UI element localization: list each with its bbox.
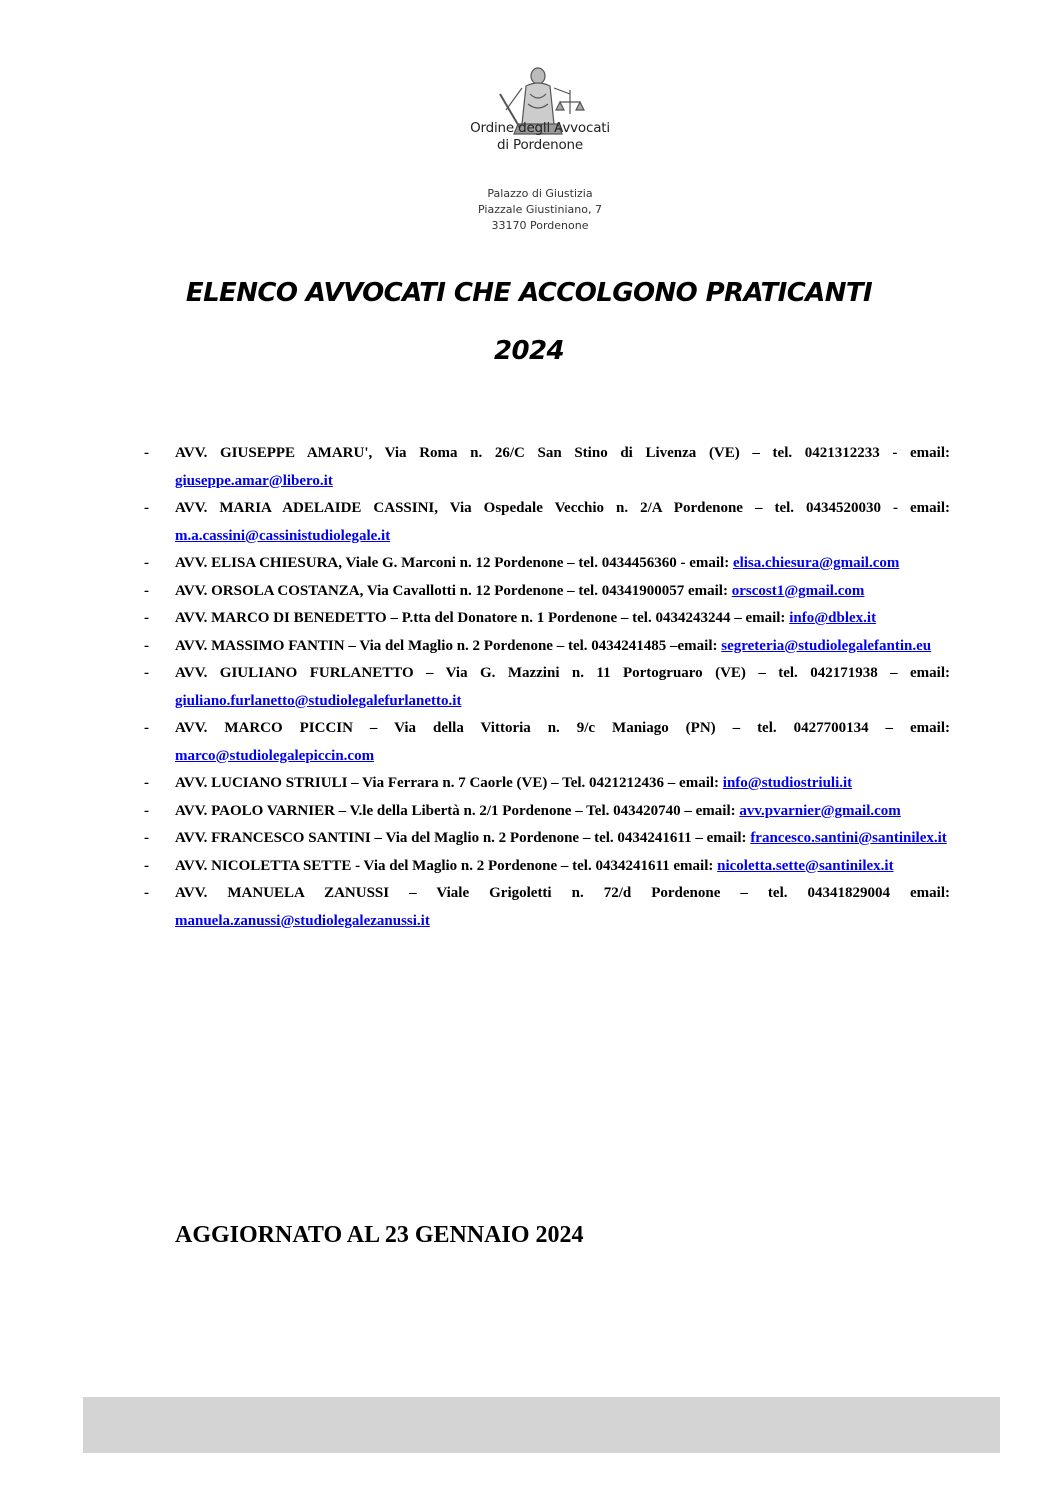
lawyer-details: AVV. NICOLETTA SETTE - Via del Maglio n. 2 Pordenone – tel. 0434241611 email: [175, 857, 718, 874]
lawyer-details: AVV. LUCIANO STRIULI – Via Ferrara n. 7 Caorle (VE) – Tel. 0421212436 – email: [175, 775, 723, 791]
address-line3: 33170 Pordenone [491, 219, 589, 232]
lawyer-entry [144, 798, 950, 826]
bullet-dash: - [144, 665, 149, 681]
footer-bar [83, 1397, 1000, 1453]
lawyer-entry [144, 605, 950, 633]
bullet-dash: - [144, 857, 149, 874]
bullet-dash: - [144, 445, 149, 461]
bullet-dash: - [144, 885, 149, 901]
address-line1: Palazzo di Giustizia [487, 187, 593, 200]
bar-association-name-line1: Ordine degli Avvocati [470, 120, 610, 136]
email-link[interactable]: manuela.zanussi@studiolegalezanussi.it [175, 912, 430, 929]
email-link[interactable]: giuliano.furlanetto@studiolegalefurlanetto.it [175, 692, 462, 709]
lawyer-entry [144, 440, 950, 495]
lawyer-details: AVV. ORSOLA COSTANZA, Via Cavallotti n. 12 Pordenone – tel. 04341900057 email: [175, 582, 732, 599]
lawyer-entry [144, 880, 950, 935]
lawyer-entry [144, 660, 950, 715]
bullet-dash: - [144, 582, 149, 599]
lawyer-entry [144, 550, 950, 578]
email-link[interactable]: info@dblex.it [789, 610, 877, 626]
bullet-dash: - [144, 720, 149, 736]
bullet-dash: - [144, 775, 149, 791]
lawyer-entry [144, 770, 950, 798]
lawyer-entry [144, 853, 950, 881]
document-title: ELENCO AVVOCATI CHE ACCOLGONO PRATICANTI [185, 278, 873, 308]
lawyer-details: AVV. MASSIMO FANTIN – Via del Maglio n. 2 Pordenone – tel. 0434241485 –email: [175, 637, 722, 654]
lawyer-details: AVV. MARIA ADELAIDE CASSINI, Via Ospedale Vecchio n. 2/A Pordenone – tel. 0434520030 - email: [175, 500, 950, 516]
lawyer-entry [144, 495, 950, 550]
lawyer-details: AVV. PAOLO VARNIER – V.le della Libertà n. 2/1 Pordenone – Tel. 043420740 – email: [175, 802, 740, 819]
bullet-dash: - [144, 637, 149, 654]
letterhead-address [440, 186, 640, 234]
bar-association-name-line2: di Pordenone [497, 137, 583, 153]
bullet-dash: - [144, 555, 149, 571]
lawyer-details: AVV. MANUELA ZANUSSI – Viale Grigoletti n. 72/d Pordenone – tel. 04341829004 email: [175, 885, 950, 901]
email-link[interactable]: segreteria@studiolegalefantin.eu [721, 637, 932, 654]
bar-association-name [448, 120, 632, 154]
email-link[interactable]: marco@studiolegalepiccin.com [175, 747, 375, 764]
email-link[interactable]: orscost1@gmail.com [731, 582, 865, 599]
lawyer-entry [144, 633, 950, 661]
document-year: 2024 [494, 336, 564, 366]
bullet-dash: - [144, 802, 149, 819]
bullet-dash: - [144, 610, 149, 626]
lawyer-entry [144, 825, 950, 853]
updated-date: AGGIORNATO AL 23 GENNAIO 2024 [175, 1222, 584, 1248]
bullet-dash: - [144, 830, 149, 846]
address-line2: Piazzale Giustiniano, 7 [478, 203, 602, 216]
email-link[interactable]: nicoletta.sette@santinilex.it [717, 857, 894, 874]
email-link[interactable]: info@studiostriuli.it [722, 775, 853, 791]
email-link[interactable]: avv.pvarnier@gmail.com [739, 802, 901, 819]
lawyer-list [144, 440, 950, 935]
lawyer-details: AVV. MARCO DI BENEDETTO – P.tta del Donatore n. 1 Pordenone – tel. 0434243244 – email: [175, 610, 790, 626]
bullet-dash: - [144, 500, 149, 516]
email-link[interactable]: elisa.chiesura@gmail.com [732, 555, 900, 571]
lawyer-details: AVV. GIULIANO FURLANETTO – Via G. Mazzini n. 11 Portogruaro (VE) – tel. 042171938 – email: [175, 665, 950, 681]
email-link[interactable]: m.a.cassini@cassinistudiolegale.it [175, 527, 391, 544]
email-link[interactable]: francesco.santini@santinilex.it [750, 830, 947, 846]
lawyer-details: AVV. MARCO PICCIN – Via della Vittoria n. 9/c Maniago (PN) – tel. 0427700134 – email: [175, 720, 950, 736]
letterhead [440, 60, 640, 240]
lawyer-entry [144, 578, 950, 606]
lawyer-entry [144, 715, 950, 770]
lawyer-details: AVV. FRANCESCO SANTINI – Via del Maglio n. 2 Pordenone – tel. 0434241611 – email: [175, 830, 751, 846]
lawyer-details: AVV. GIUSEPPE AMARU', Via Roma n. 26/C San Stino di Livenza (VE) – tel. 0421312233 - email: [175, 445, 950, 461]
email-link[interactable]: giuseppe.amar@libero.it [175, 472, 333, 489]
lawyer-details: AVV. ELISA CHIESURA, Viale G. Marconi n. 12 Pordenone – tel. 0434456360 - email: [175, 555, 733, 571]
